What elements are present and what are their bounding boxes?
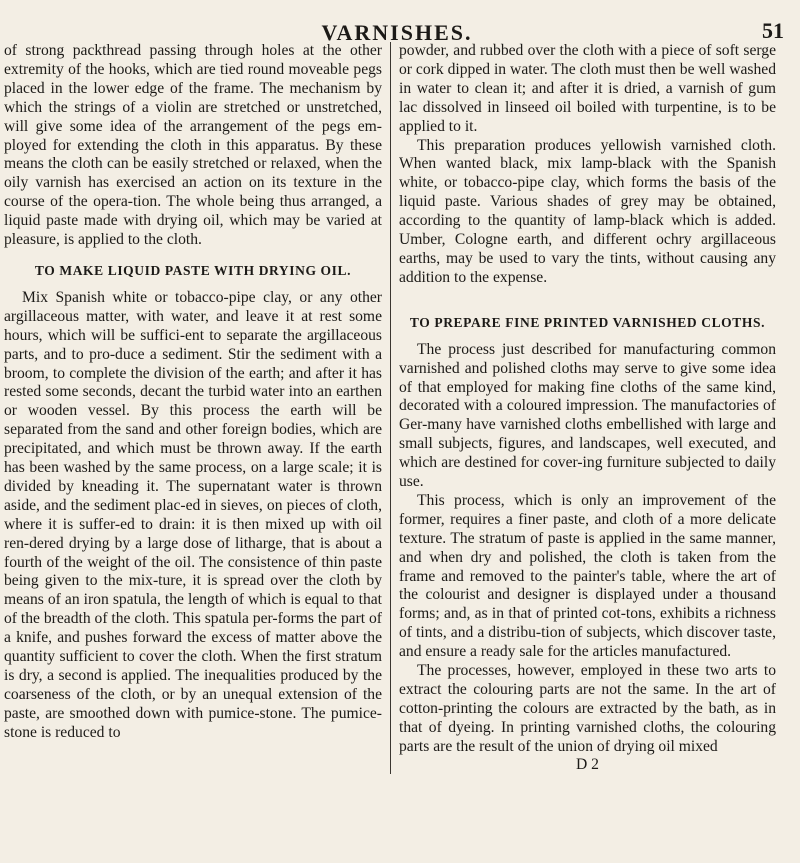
paragraph: The process just described for manufacturing common varnished and polished cloths may serve to give some idea of that employed for making fine cloths of the same kind, decorated with a coloured impression. The manufactories of Ger-many have varnished cloths embellished with large and small subjects, figures, and landscapes, well executed, and which are destined for cover-ing furniture subjected to daily use.	[399, 340, 776, 491]
running-title: VARNISHES.	[321, 20, 473, 45]
text-columns	[4, 42, 790, 774]
section-heading: TO PREPARE FINE PRINTED VARNISHED CLOTHS.	[409, 314, 766, 330]
paragraph: This preparation produces yellowish varnished cloth. When wanted black, mix lamp-black with the Spanish white, or tobacco-pipe clay, which forms the basis of the liquid paste. Various shades of grey may be obtained, according to the quantity of lamp-black which is added. Umber, Cologne earth, and different ochry argillaceous earths, may be used to vary the tints, without causing any addition to the expense.	[399, 136, 776, 286]
page-header	[4, 14, 790, 45]
section-heading: TO MAKE LIQUID PASTE WITH DRYING OIL.	[34, 262, 352, 278]
signature-mark: D 2	[576, 755, 599, 773]
page-number: 51	[762, 18, 784, 43]
paragraph: This process, which is only an improvement of the former, requires a finer paste, and cloth of a more delicate texture. The stratum of paste is applied in the same manner, and when dry and polished, the cloth is taken from the frame and removed to the painter's table, where the art of the colourist and designer is displayed under a thousand forms; and, as in that of printed cot-tons, exhibits a richness of tints, and a distribu-tion of subjects, which discover taste, and ensure a ready sale for the articles manufactured.	[399, 491, 776, 661]
paragraph: The processes, however, employed in these two arts to extract the colouring parts are not the same. In the art of cotton-printing the colours are extracted by the bath, as in that of dyeing. In printing varnished cloths, the colouring parts are the result of the union of drying oil mixed	[399, 662, 776, 755]
paragraph: powder, and rubbed over the cloth with a piece of soft serge or cork dipped in water. The cloth must then be well washed in water to clean it; and after it is dried, a varnish of gum lac dissolved in linseed oil boiled with turpentine, is to be applied to it.	[399, 42, 776, 135]
paragraph: Mix Spanish white or tobacco-pipe clay, or any other argillaceous matter, with water, and leave it at rest some hours, which will be suffici-ent to separate the argillaceous parts, and to pro-duce a sediment. Stir the sediment with a broom, to complete the division of the earth; and after it has rested some seconds, decant the turbid water into an earthen or wooden vessel. By this process the earth will be separated from the sand and other foreign bodies, which are precipitated, and which must be thrown away. If the earth has been washed by the same process, on a large scale; it is divided by kneading it. The supernatant water is thrown aside, and the sediment plac-ed in sieves, on pieces of cloth, where it is suffer-ed to drain: it is then mixed up with oil ren-dered drying by a large dose of litharge, that is about a fourth of the weight of the oil. The consistence of thin paste being given to the mix-ture, it is spread over the cloth by means of an iron spatula, the length of which is equal to that of the breadth of the cloth. This spatula per-forms the part of a knife, and pushes forward the excess of matter above the quantity sufficient to cover the cloth. When the first stratum is dry, a second is applied. The inequalities produced by the coarseness of the cloth, or by an unequal extension of the paste, are smoothed down with pumice-stone. The pumice-stone is reduced to	[4, 288, 382, 741]
paragraph: of strong packthread passing through holes at the other extremity of the hooks, which are tied round moveable pegs placed in the lower edge of the frame. The mechanism by which the strings of a violin are stretched or unstretched, will give some idea of the arrangement of the pegs em-ployed for extending the cloth in this apparatus. By these means the cloth can be easily stretched or relaxed, when the oily varnish has exercised an action on its texture in the course of the opera-tion. The whole being thus arranged, a liquid paste made with drying oil, which may be varied at pleasure, is applied to the cloth.	[4, 42, 382, 249]
left-column	[4, 42, 390, 774]
right-column	[390, 42, 776, 774]
